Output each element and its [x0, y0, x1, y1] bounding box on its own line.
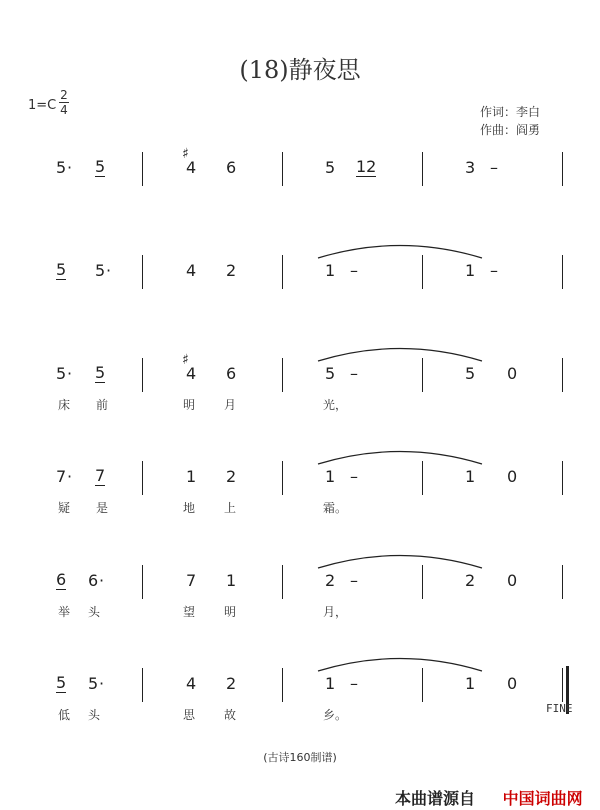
note: 0 — [507, 571, 518, 590]
note: 5 — [56, 673, 67, 692]
note: 5 — [56, 364, 67, 383]
note: 7 — [186, 571, 197, 590]
note: 5 — [95, 363, 106, 382]
note: 5 — [325, 158, 336, 177]
note: 5 — [95, 157, 106, 176]
note: 6 — [226, 158, 237, 177]
note: 7 — [95, 466, 106, 485]
note: 1 — [226, 571, 237, 590]
note: 1 — [325, 674, 336, 693]
note: 4 — [186, 158, 197, 177]
lyric: 举 — [58, 605, 71, 619]
note: 5 — [325, 364, 336, 383]
lyric: 上 — [224, 501, 237, 515]
note: 4 — [186, 261, 197, 280]
lyric: 明 — [224, 605, 237, 619]
note: 1 — [325, 467, 336, 486]
note: 0 — [507, 364, 518, 383]
note: 0 — [507, 674, 518, 693]
note: 1 — [325, 261, 336, 280]
note: 2 — [325, 571, 336, 590]
lyric: 乡。 — [323, 708, 348, 722]
score-system-6: 5 5 · 4 2 1 – 1 0 低 头 思 故 乡。 FINE — [0, 668, 600, 738]
note: 2 — [465, 571, 476, 590]
note: 6 — [226, 364, 237, 383]
note: 5 — [56, 158, 67, 177]
lyric: 故 — [224, 708, 237, 722]
time-signature — [58, 88, 70, 117]
lyric: 望 — [183, 605, 196, 619]
source-banner — [395, 786, 583, 809]
source-text: 本曲谱源自 — [395, 789, 476, 808]
note: 5 — [95, 261, 106, 280]
lyric: 头 — [88, 708, 101, 722]
score-system-1: 5 · 5 ♯ 4 6 5 12 3 – — [0, 152, 600, 222]
lyric: 光， — [323, 398, 348, 412]
score-system-3: 5 · 5 ♯ 4 6 5 – 5 0 床 前 明 月 光， — [0, 358, 600, 428]
lyric: 地 — [183, 501, 196, 515]
lyric: 前 — [96, 398, 109, 412]
lyric: 明 — [183, 398, 196, 412]
note: – — [350, 467, 358, 486]
lyric: 头 — [88, 605, 101, 619]
score-system-4: 7 · 7 1 2 1 – 1 0 疑 是 地 上 霜。 — [0, 461, 600, 531]
lyric: 思 — [183, 708, 196, 722]
score-system-2: 5 5 · 4 2 1 – 1 – — [0, 255, 600, 325]
note: 5 — [88, 674, 99, 693]
lyric: 霜。 — [323, 501, 348, 515]
note: 5 — [56, 260, 67, 279]
score-title: (18)静夜思 — [239, 56, 361, 84]
arranger-note: (古诗160制谱) — [263, 751, 337, 764]
site-logo-text[interactable]: 中国词曲网 — [502, 789, 583, 808]
key-prefix: 1=C — [28, 98, 57, 113]
note: 1 — [186, 467, 197, 486]
note: 7 — [56, 467, 67, 486]
score-system-5: 6 6 · 7 1 2 – 2 0 举 头 望 明 月， — [0, 565, 600, 635]
fine-marking: FINE — [546, 702, 573, 715]
note: – — [350, 261, 358, 280]
note: 6 — [56, 570, 67, 589]
note: – — [490, 261, 498, 280]
composer-credit: 作曲：阎勇 — [480, 123, 541, 137]
lyric: 是 — [96, 501, 109, 515]
note: 1 — [465, 674, 476, 693]
note: 5 — [465, 364, 476, 383]
note: – — [490, 158, 498, 177]
note: – — [350, 364, 358, 383]
note: 4 — [186, 674, 197, 693]
note: 6 — [88, 571, 99, 590]
note: – — [350, 674, 358, 693]
note: 4 — [186, 364, 197, 383]
note: 2 — [226, 467, 237, 486]
note: 0 — [507, 467, 518, 486]
time-denominator: 4 — [60, 103, 68, 117]
note: – — [350, 571, 358, 590]
note: 2 — [226, 674, 237, 693]
time-numerator: 2 — [60, 88, 68, 102]
lyric: 月， — [323, 605, 348, 619]
lyricist-credit: 作词：李白 — [480, 105, 541, 119]
note: 3 — [465, 158, 476, 177]
note: 2 — [226, 261, 237, 280]
lyric: 疑 — [58, 501, 71, 515]
note: 1 — [465, 467, 476, 486]
note: 1 — [465, 261, 476, 280]
lyric: 月 — [224, 398, 237, 412]
lyric: 床 — [58, 398, 71, 412]
note: 12 — [356, 157, 377, 176]
lyric: 低 — [58, 708, 71, 722]
